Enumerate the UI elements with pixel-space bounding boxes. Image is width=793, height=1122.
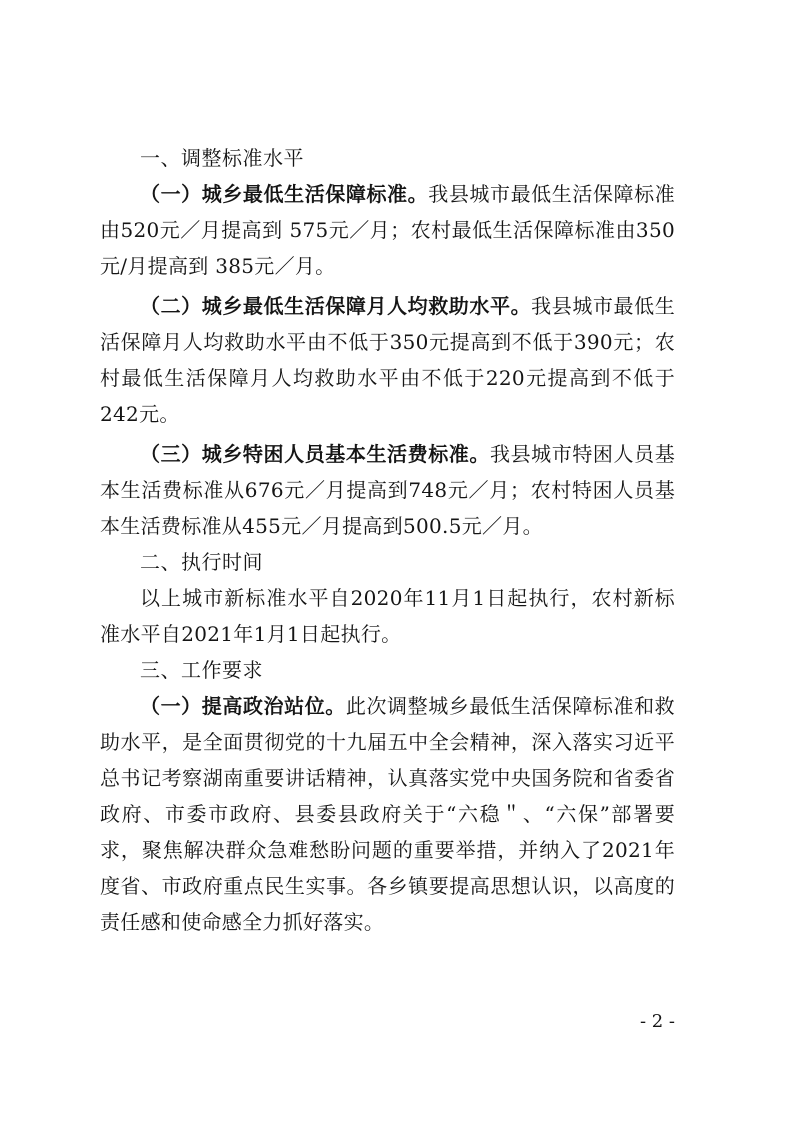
- paragraph-lead: （三）城乡特困人员基本生活费标准。: [140, 442, 490, 466]
- section-heading-2: 二、执行时间: [140, 550, 263, 574]
- paragraph-text: 我县城市最低生活保障月人均救助水平由不低于350元提高到不低于390元；农村最低生活保障月人均救助水平由不低于220元提高到不低于242元。: [100, 294, 675, 426]
- paragraph-lead: （一）提高政治站位。: [140, 694, 346, 718]
- paragraph-1-2: [100, 288, 675, 432]
- paragraph-1-3: [100, 436, 675, 544]
- paragraph-3-1: [100, 688, 675, 940]
- section-heading-3: 三、工作要求: [140, 658, 263, 682]
- paragraph-text: 我县城市特困人员基本生活费标准从676元／月提高到748元／月；农村特困人员基本生活费标准从455元／月提高到500.5元／月。: [100, 442, 675, 538]
- paragraph-text: 此次调整城乡最低生活保障标准和救助水平，是全面贯彻党的十九届五中全会精神，深入落实习近平总书记考察湖南重要讲话精神，认真落实党中央国务院和省委省政府、市委市政府、县委县政府关于“六稳＂、“六保”部署要求，聚焦解决群众急难愁盼问题的重要举措，并纳入了2021年度省、市政府重点民生实事。各乡镇要提高思想认识，以高度的责任感和使命感全力抓好落实。: [100, 694, 675, 934]
- page-number: - 2 -: [639, 1011, 675, 1032]
- document-body: [100, 140, 675, 940]
- paragraph-lead: （二）城乡最低生活保障月人均救助水平。: [140, 294, 532, 318]
- paragraph-lead: （一）城乡最低生活保障标准。: [140, 182, 429, 206]
- paragraph-text: 以上城市新标准水平自2020年11月1日起执行，农村新标准水平自2021年1月1日起执行。: [100, 586, 675, 646]
- paragraph-text: 我县城市最低生活保障标准由520元／月提高到 575元／月；农村最低生活保障标准由350元/月提高到 385元／月。: [100, 182, 675, 278]
- paragraph-2-1: [100, 580, 675, 652]
- section-heading-1: 一、调整标准水平: [140, 146, 304, 170]
- paragraph-1-1: [100, 176, 675, 284]
